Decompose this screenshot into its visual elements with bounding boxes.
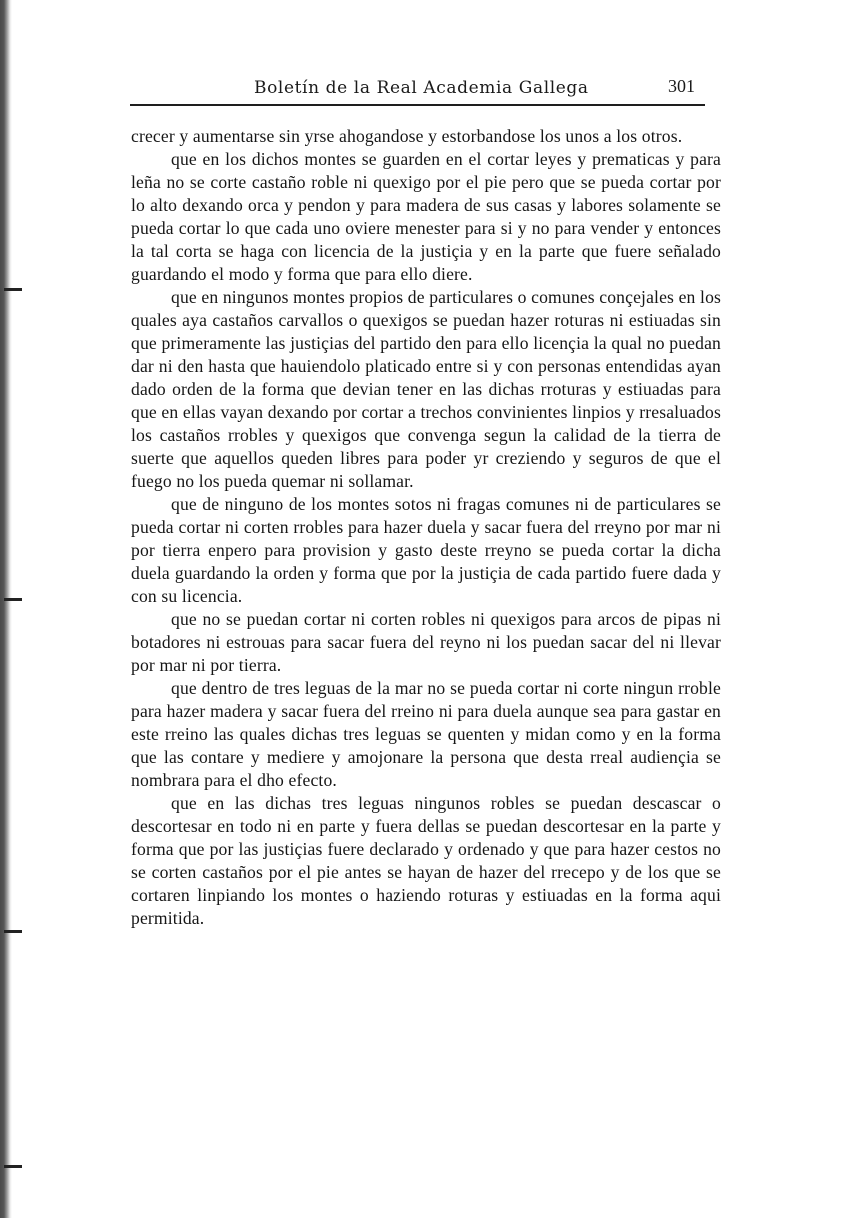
page-header [130, 74, 705, 106]
header-rule [130, 104, 705, 106]
paragraph: que en las dichas tres leguas ningunos robles se puedan descascar o descortesar en todo ni en parte y fuera dellas se puedan descortesar en la parte y forma que por las justiçias fuere declarado y ordenado y que para hazer cestos no se corten castaños por el pie antes se hayan de hazer del rrecepo y de los que se cortaren linpiando los montes o haziendo roturas y estiuadas en la forma aqui permitida. [131, 793, 721, 928]
paragraph: que dentro de tres leguas de la mar no se pueda cortar ni corte ningun rroble para hazer madera y sacar fuera del rreino ni para duela aunque sea para gastar en este rreino las quales dichas tres leguas se quenten y midan como y en la forma que las contare y mediere y amojonare la persona que desta rreal audiençia se nombrara para el dho efecto. [131, 678, 721, 790]
paragraph-continuation: crecer y aumentarse sin yrse ahogandose y estorbandose los unos a los otros. [131, 126, 683, 146]
scanned-page-edge [0, 0, 12, 1218]
page-edge-mark [4, 1165, 22, 1168]
paragraph: que en ningunos montes propios de particulares o comunes conçejales en los quales aya castaños carvallos o quexigos se puedan hazer roturas ni estiuadas sin que primeramente las justiçias del partido den para ello licençia la qual no puedan dar ni den hasta que hauiendolo platicado entre si y con personas entendidas ayan dado orden de la forma que devian tener en las dichas rroturas y estiuadas para que en ellas vayan dexando por cortar a trechos convinientes linpios y rresaluados los castaños rrobles y quexigos que convenga segun la calidad de la tierra de suerte que aquellos queden libres para poder yr creziendo y seguros de que el fuego no los pueda quemar ni sollamar. [131, 287, 722, 491]
page-edge-mark [4, 288, 22, 291]
page-edge-mark [4, 598, 22, 601]
page-number: 301 [668, 76, 695, 96]
paragraph: que en los dichos montes se guarden en el cortar leyes y prematicas y para leña no se corte castaño roble ni quexigo por el pie pero que se pueda cortar por lo alto dexando orca y pendon y para madera de sus casas y labores solamente se pueda cortar lo que cada uno oviere menester para si y no para vender y entonces la tal corta se haga con licencia de la justiçia y en la parte que fuere señalado guardando el modo y forma que para ello diere. [131, 149, 721, 284]
body-text [131, 125, 721, 930]
running-head: Boletín de la Real Academia Gallega [254, 78, 589, 98]
paragraph: que no se puedan cortar ni corten robles ni quexigos para arcos de pipas ni botadores ni estrouas para sacar fuera del reyno ni los puedan sacar del ni llevar por mar ni por tierra. [131, 609, 721, 675]
page-edge-mark [4, 930, 22, 933]
paragraph: que de ninguno de los montes sotos ni fragas comunes ni de particulares se pueda cortar ni corten rrobles para hazer duela y sacar fuera del rreyno por mar ni por tierra enpero para provision y gasto deste rreyno se pueda cortar la dicha duela guardando la orden y forma que por la justiçia de cada partido fuere dada y con su licencia. [131, 494, 721, 606]
